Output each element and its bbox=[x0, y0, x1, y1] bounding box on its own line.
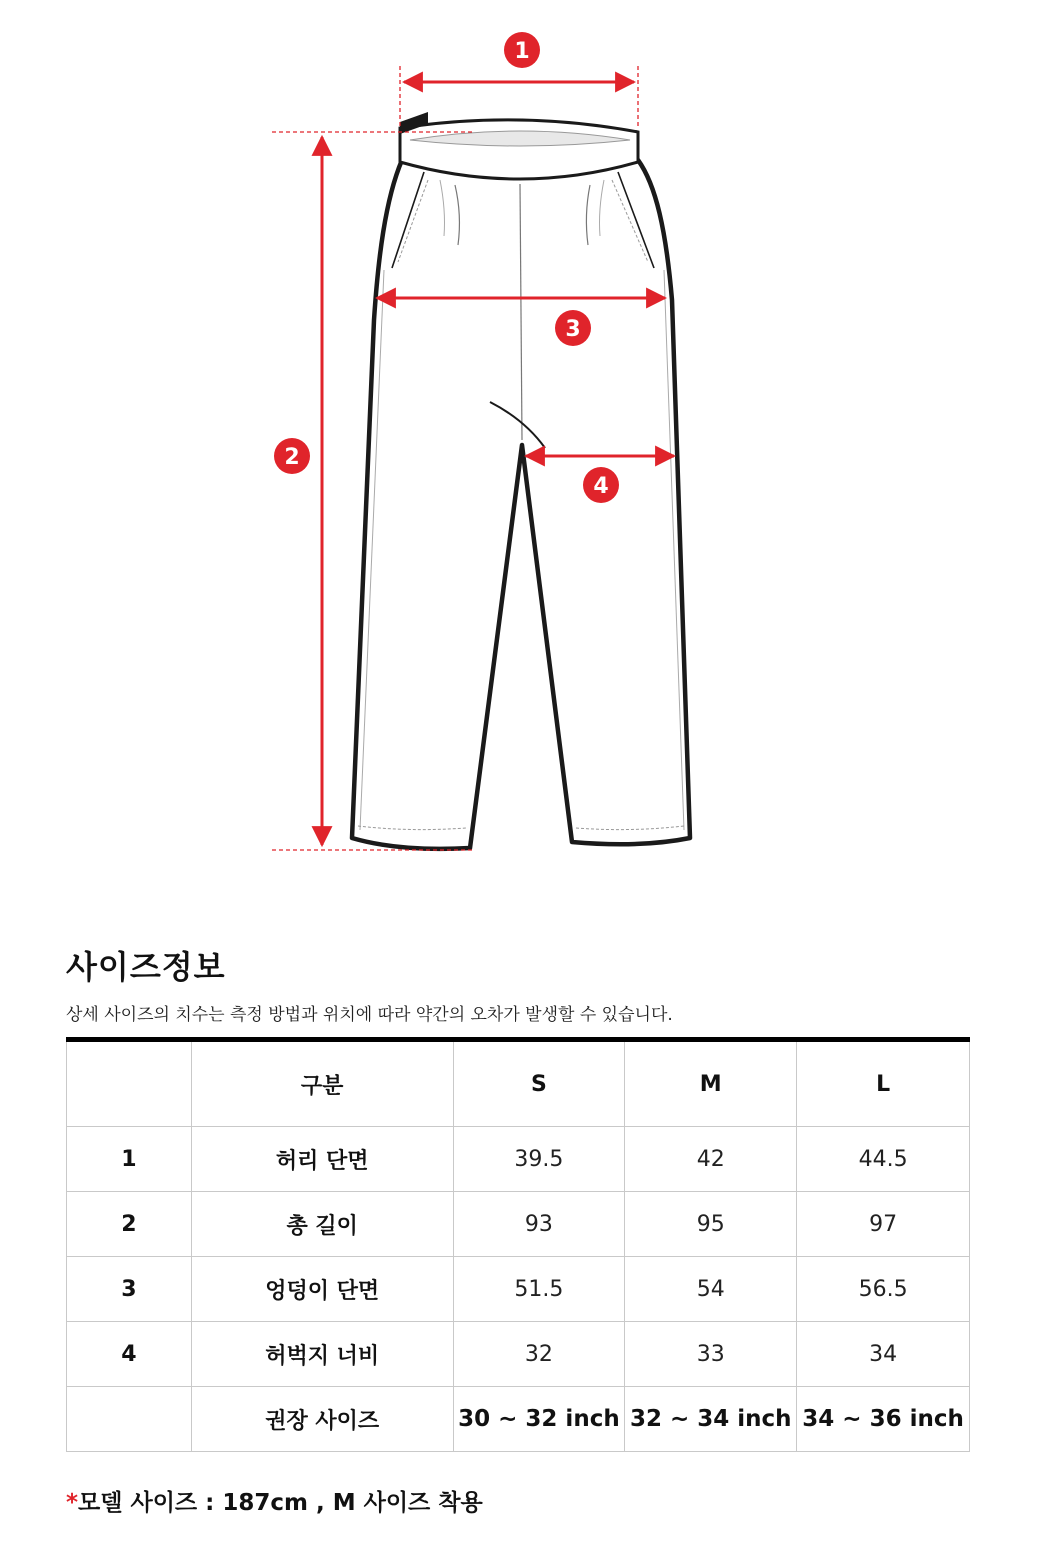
model-size-footnote bbox=[66, 1484, 483, 1517]
value-s: 30 ~ 32 inch bbox=[453, 1387, 625, 1452]
value-m: 33 bbox=[625, 1322, 797, 1387]
marker-4 bbox=[583, 467, 619, 503]
table-row bbox=[67, 1322, 970, 1387]
marker-3 bbox=[555, 310, 591, 346]
header-cell-size-m: M bbox=[625, 1040, 797, 1127]
marker-1 bbox=[504, 32, 540, 68]
value-m: 95 bbox=[625, 1192, 797, 1257]
row-label: 허리 단면 bbox=[191, 1127, 453, 1192]
value-s: 32 bbox=[453, 1322, 625, 1387]
marker-4-label: 4 bbox=[593, 474, 609, 499]
row-number: 4 bbox=[67, 1322, 192, 1387]
value-s: 39.5 bbox=[453, 1127, 625, 1192]
value-m: 32 ~ 34 inch bbox=[625, 1387, 797, 1452]
table-row bbox=[67, 1257, 970, 1322]
row-label: 권장 사이즈 bbox=[191, 1387, 453, 1452]
pants-illustration bbox=[352, 112, 690, 849]
value-l: 97 bbox=[797, 1192, 970, 1257]
header-cell-size-s: S bbox=[453, 1040, 625, 1127]
header-cell-category: 구분 bbox=[191, 1040, 453, 1127]
value-m: 42 bbox=[625, 1127, 797, 1192]
recommended-size-row bbox=[67, 1387, 970, 1452]
marker-2-label: 2 bbox=[284, 445, 300, 470]
size-info-title: 사이즈정보 bbox=[66, 948, 226, 986]
footnote-asterisk: * bbox=[66, 1490, 79, 1516]
value-l: 34 bbox=[797, 1322, 970, 1387]
row-number: 3 bbox=[67, 1257, 192, 1322]
waistband bbox=[400, 120, 638, 179]
value-s: 93 bbox=[453, 1192, 625, 1257]
value-m: 54 bbox=[625, 1257, 797, 1322]
marker-2 bbox=[274, 438, 310, 474]
header-cell-blank bbox=[67, 1040, 192, 1127]
marker-3-label: 3 bbox=[565, 317, 581, 342]
row-number: 2 bbox=[67, 1192, 192, 1257]
row-label: 엉덩이 단면 bbox=[191, 1257, 453, 1322]
row-number bbox=[67, 1387, 192, 1452]
row-label: 총 길이 bbox=[191, 1192, 453, 1257]
table-header-row bbox=[67, 1040, 970, 1127]
row-label: 허벅지 너비 bbox=[191, 1322, 453, 1387]
table-row bbox=[67, 1127, 970, 1192]
size-info-subtitle: 상세 사이즈의 치수는 측정 방법과 위치에 따라 약간의 오차가 발생할 수 있습니다. bbox=[66, 1005, 673, 1025]
value-l: 56.5 bbox=[797, 1257, 970, 1322]
marker-1-label: 1 bbox=[514, 39, 530, 64]
value-l: 34 ~ 36 inch bbox=[797, 1387, 970, 1452]
size-table bbox=[66, 1037, 970, 1452]
value-l: 44.5 bbox=[797, 1127, 970, 1192]
header-cell-size-l: L bbox=[797, 1040, 970, 1127]
table-row bbox=[67, 1192, 970, 1257]
row-number: 1 bbox=[67, 1127, 192, 1192]
footnote-text: 모델 사이즈 : 187cm , M 사이즈 착용 bbox=[78, 1490, 483, 1516]
value-s: 51.5 bbox=[453, 1257, 625, 1322]
